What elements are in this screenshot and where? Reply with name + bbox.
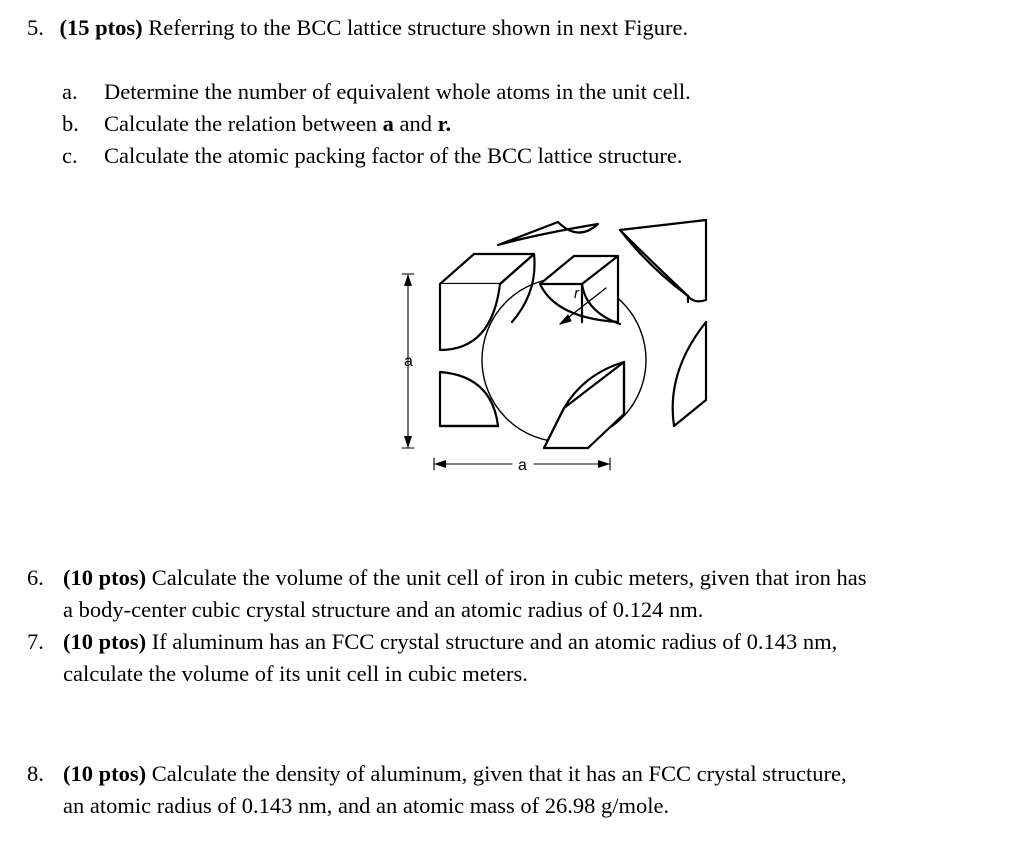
q6-line1 bbox=[27, 564, 867, 592]
q7-number: 7. bbox=[27, 629, 44, 654]
q5-item-b-marker: b. bbox=[62, 111, 79, 136]
q5-text: Referring to the BCC lattice structure shown in next Figure. bbox=[142, 15, 689, 40]
q5-item-c bbox=[62, 142, 683, 170]
q5-heading bbox=[27, 14, 688, 42]
q5-points: (15 ptos) bbox=[59, 15, 143, 40]
q8-line1 bbox=[27, 760, 847, 788]
corner-atom-back-bottom-right bbox=[673, 322, 706, 426]
q7-text-line2: calculate the volume of its unit cell in cubic meters. bbox=[63, 661, 528, 686]
q6-line2 bbox=[63, 596, 703, 624]
q7-line1 bbox=[27, 628, 837, 656]
bcc-lattice-figure bbox=[388, 212, 718, 492]
q5-item-a bbox=[62, 78, 691, 106]
q8-text-line2: an atomic radius of 0.143 nm, and an atomic mass of 26.98 g/mole. bbox=[63, 793, 670, 818]
q8-line2 bbox=[63, 792, 669, 820]
q7-text-line1: If aluminum has an FCC crystal structure and an atomic radius of 0.143 nm, bbox=[146, 629, 838, 654]
q8-number: 8. bbox=[27, 761, 44, 786]
figure-label-a-vertical: a bbox=[404, 353, 413, 370]
corner-atom-back-top-left bbox=[498, 222, 598, 245]
q5-item-c-marker: c. bbox=[62, 143, 78, 168]
q5-item-a-marker: a. bbox=[62, 79, 78, 104]
q5-item-b-bold-a: a bbox=[382, 111, 394, 136]
q5-item-b-text-mid: and bbox=[393, 111, 438, 136]
q5-item-b bbox=[62, 110, 451, 138]
corner-atom-front-top-left bbox=[440, 254, 534, 284]
q6-text-line2: a body-center cubic crystal structure and an atomic radius of 0.124 nm. bbox=[63, 597, 704, 622]
q5-number: 5. bbox=[27, 15, 44, 40]
q5-item-b-bold-r: r. bbox=[437, 111, 452, 136]
q6-number: 6. bbox=[27, 565, 44, 590]
q8-text-line1: Calculate the density of aluminum, given that it has an FCC crystal structure, bbox=[146, 761, 847, 786]
q6-points: (10 ptos) bbox=[63, 565, 147, 590]
q5-item-a-text: Determine the number of equivalent whole atoms in the unit cell. bbox=[104, 79, 691, 104]
q5-item-b-text-before: Calculate the relation between bbox=[104, 111, 383, 136]
figure-label-r: r bbox=[574, 285, 579, 302]
figure-label-a-horizontal: a bbox=[518, 457, 527, 474]
q6-text-line1: Calculate the volume of the unit cell of iron in cubic meters, given that iron has bbox=[146, 565, 867, 590]
q7-points: (10 ptos) bbox=[63, 629, 147, 654]
corner-atom-back-top-right bbox=[620, 220, 706, 301]
q5-item-c-text: Calculate the atomic packing factor of the BCC lattice structure. bbox=[104, 143, 683, 168]
q7-line2 bbox=[63, 660, 528, 688]
q8-points: (10 ptos) bbox=[63, 761, 147, 786]
